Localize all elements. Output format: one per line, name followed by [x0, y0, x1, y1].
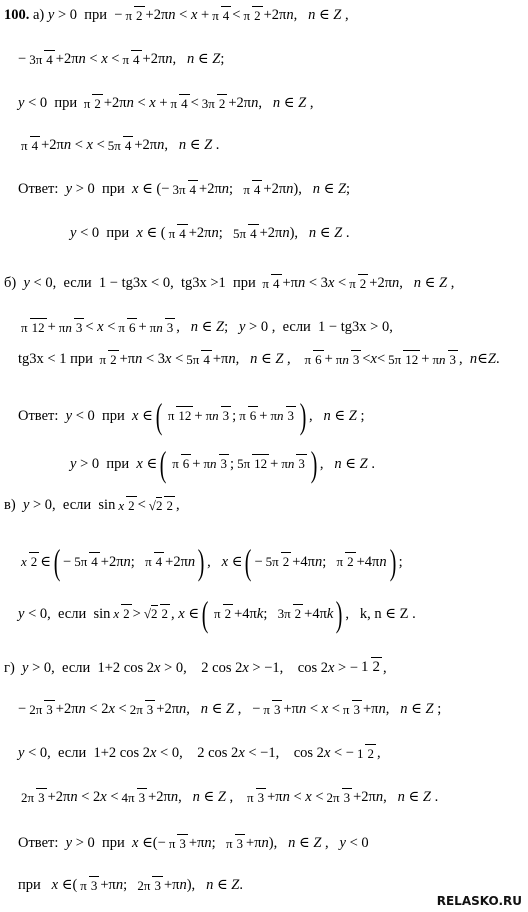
- line-v-1: в) y > 0, если sin x 2 < √2 2,: [4, 497, 180, 514]
- line-g-answer-2: при x ∈( π 3 +πn; 2π 3 +πn), n ∈ Z.: [18, 877, 243, 894]
- line-g-4: 2π 3 +2πn < 2x <4π 3 +2πn, n ∈ Z , π 3 +πn < x <2π 3 +2πn, n ∈ Z .: [21, 789, 439, 806]
- line-b-3: tg3x < 1 при π 2 +πn < 3x <5π 4 +πn, n ∈ Z , π 6 + πn 3 <x< 5π 12 + πn 3 , n∈Z.: [18, 351, 500, 368]
- line-a-answer-1: Ответ: y > 0 при x ∈ (− 3π 4 +2πn; π 4 +2πn), n ∈ Z;: [18, 181, 351, 198]
- line-a-2: − 3π 4 +2πn < x <π 4 +2πn, n ∈ Z;: [18, 51, 225, 68]
- line-b-answer-1: Ответ: y < 0 при x ∈( π 12 + πn 3 ;π 6 + πn 3 ) , n ∈ Z ;: [18, 396, 365, 436]
- line-a-answer-2: y < 0 при x ∈ ( π 4 +2πn; 5π 4 +2πn), n ∈ Z .: [70, 225, 350, 242]
- line-v-2: x 2 ∈( − 5π 4 +2πn; π 4 +2πn) , x ∈( − 5π 2 +4πn; π 2 +4πn) ;: [21, 542, 403, 582]
- part-b-label: б): [4, 275, 17, 292]
- answer-label-b: Ответ:: [18, 407, 59, 424]
- line-a-4: π 4 +2πn < x <5π 4 +2πn, n ∈ Z .: [21, 137, 220, 154]
- kn-in-z: k, n ∈ Z .: [359, 605, 416, 622]
- part-v-label: в): [4, 497, 16, 514]
- line-a-1: 100. а) y > 0 при − π 2 +2πn < x +π 4<π 2 +2πn, n ∈ Z ,: [4, 7, 349, 24]
- line-g-2: − 2π 3 +2πn < 2x <2π 3 +2πn, n ∈ Z , − π 3 +πn < x <π 3 +πn, n ∈ Z ;: [18, 701, 442, 718]
- line-b-2: π 12 + πn 3< x <π 6 + πn 3 , n ∈ Z; y > 0 , если 1 − tg3x > 0,: [21, 319, 393, 336]
- line-b-1: б) y < 0, если 1 − tg3x < 0, tg3x >1 при π 4 +πn < 3x <π 2 +2πn, n ∈ Z ,: [4, 275, 455, 292]
- line-g-1: г) y > 0, если 1+2 cos 2x > 0, 2 cos 2x > −1, cos 2x > − 1 2 ,: [4, 659, 387, 676]
- answer-label-a: Ответ:: [18, 181, 59, 198]
- watermark: RELASKO.RU: [436, 894, 522, 908]
- answer-label-g: Ответ:: [18, 835, 59, 852]
- part-a-label: а): [33, 7, 45, 24]
- pri-label: при: [18, 877, 41, 894]
- line-b-answer-2: y > 0 при x ∈( π 6 + πn 3 ;5π 12 + πn 3 ) , n ∈ Z .: [70, 444, 375, 484]
- line-g-answer-1: Ответ: y > 0 при x ∈(− π 3 +πn; π 3 +πn), n ∈ Z , y < 0: [18, 835, 369, 852]
- problem-number: 100.: [4, 7, 30, 24]
- line-g-3: y < 0, если 1+2 cos 2x < 0, 2 cos 2x < −1, cos 2x < − 1 2 ,: [18, 745, 381, 762]
- part-g-label: г): [4, 659, 15, 676]
- line-a-3: y < 0 при π 2 +2πn < x +π 4<3π 2 +2πn, n ∈ Z ,: [18, 95, 314, 112]
- line-v-3: y < 0, если sin x 2 > √2 2 , x ∈( π 2 +4πk; 3π 2 +4πk) , k, n ∈ Z .: [18, 594, 416, 634]
